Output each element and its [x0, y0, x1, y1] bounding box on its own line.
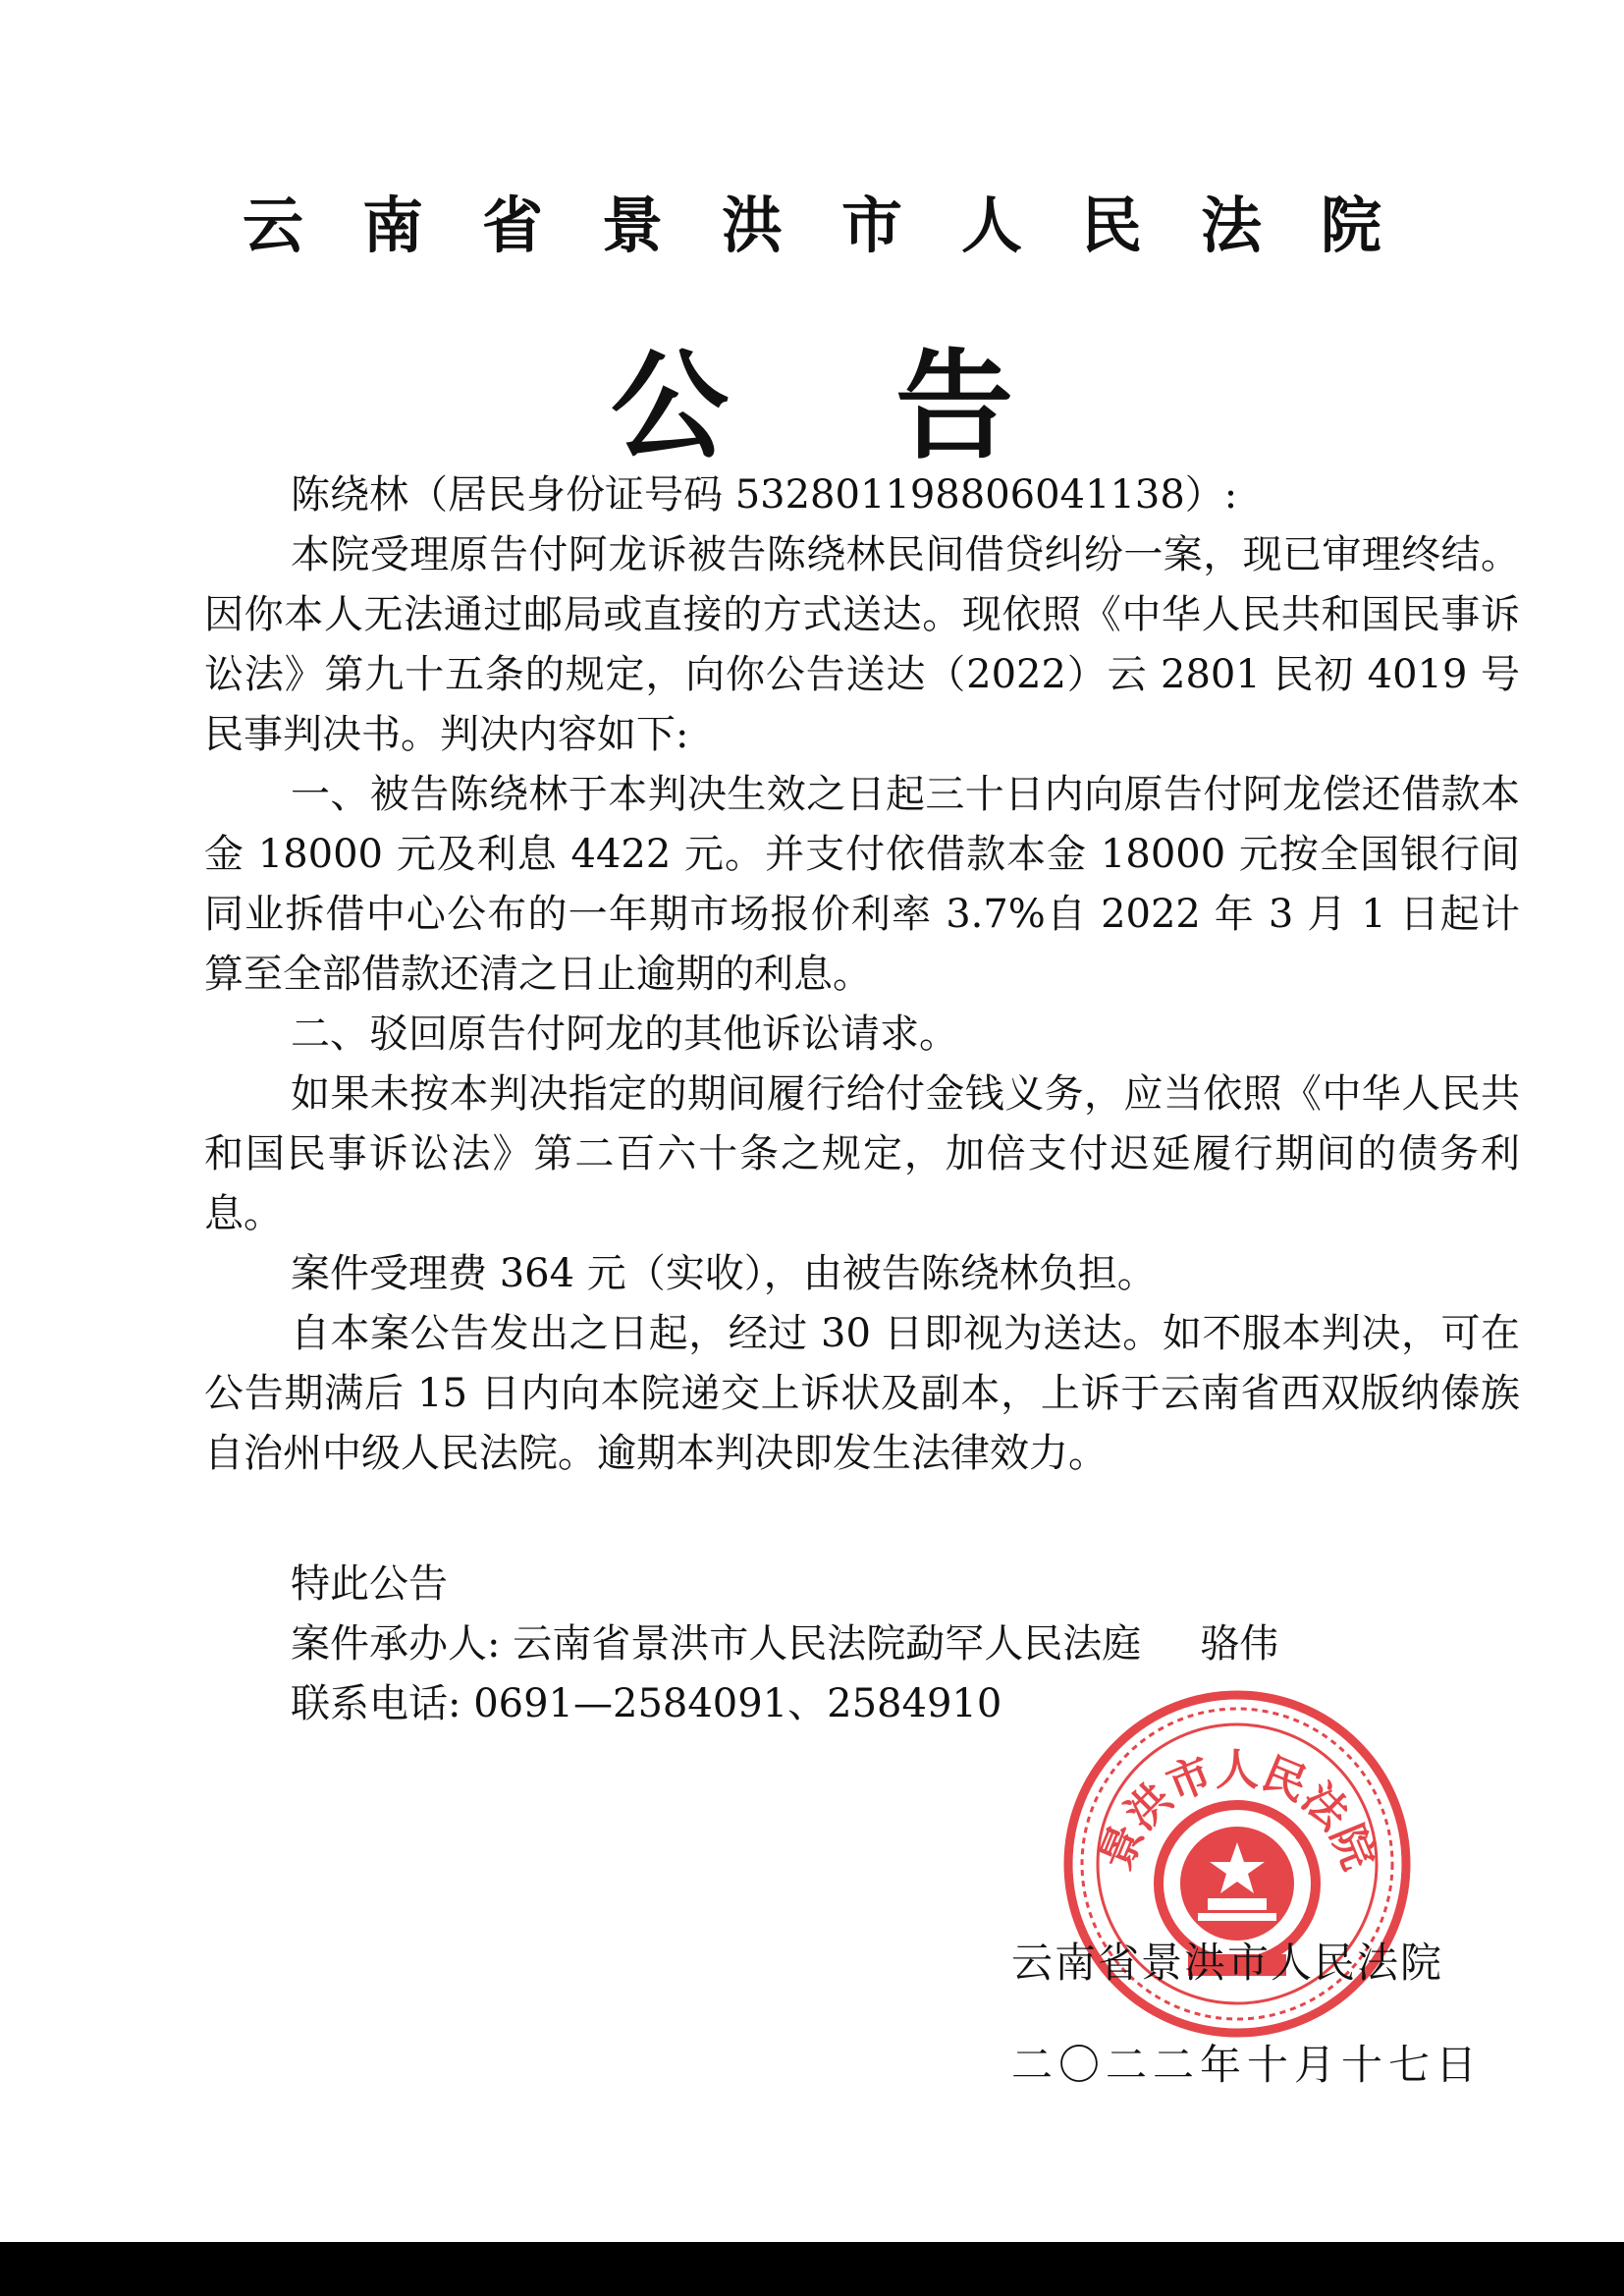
paragraph-late-interest: 如果未按本判决指定的期间履行给付金钱义务，应当依照《中华人民共和国民事诉讼法》第二百六十条之规定，加倍支付迟延履行期间的债务利息。: [204, 1071, 1520, 1236]
court-name-heading: 云南省景洪市人民法院: [242, 190, 1440, 261]
addressee-line: 陈绕林（居民身份证号码 532801198806041138）:: [291, 472, 1238, 518]
notice-closing: 特此公告: [291, 1561, 448, 1607]
document-title: 公告: [611, 339, 1180, 475]
paragraph-judgment-item-2: 二、驳回原告付阿龙的其他诉讼请求。: [291, 1011, 958, 1057]
paragraph-service-appeal: 自本案公告发出之日起，经过 30 日即视为送达。如不服本判决，可在公告期满后 15 日内向本院递交上诉状及副本，上诉于云南省西双版纳傣族自治州中级人民法院。逾期本判决即发生法律效力。: [204, 1311, 1520, 1476]
notice-body: [204, 465, 1520, 1734]
phone-number: 0691—2584091、2584910: [473, 1681, 1002, 1726]
signature-date: 二〇二二年十月十七日: [1011, 2041, 1484, 2089]
handler-name: 骆伟: [1200, 1621, 1279, 1667]
signature-court: 云南省景洪市人民法院: [1011, 1939, 1444, 1987]
paragraph-case-intro: 本院受理原告付阿龙诉被告陈绕林民间借贷纠纷一案，现已审理终结。因你本人无法通过邮局或直接的方式送达。现依照《中华人民共和国民事诉讼法》第九十五条的规定，向你公告送达（2022）云 2801 民初 4019 号民事判决书。判决内容如下:: [204, 532, 1520, 757]
paragraph-judgment-item-1: 一、被告陈绕林于本判决生效之日起三十日内向原告付阿龙偿还借款本金 18000 元及利息 4422 元。并支付依借款本金 18000 元按全国银行间同业拆借中心公布的一年期市场报价利率 3.7%自 2022 年 3 月 1 日起计算至全部借款还清之日止逾期的利息。: [204, 772, 1520, 997]
handler-unit: 云南省景洪市人民法院勐罕人民法庭: [513, 1621, 1142, 1667]
svg-text:景洪市人民法院: 景洪市人民法院: [1091, 1745, 1383, 1878]
handler-line: [204, 1614, 1520, 1674]
handler-label: 案件承办人:: [291, 1621, 501, 1667]
scan-bottom-border: [0, 2242, 1624, 2296]
phone-label: 联系电话:: [291, 1681, 461, 1726]
paragraph-case-fee: 案件受理费 364 元（实收），由被告陈绕林负担。: [291, 1251, 1157, 1296]
